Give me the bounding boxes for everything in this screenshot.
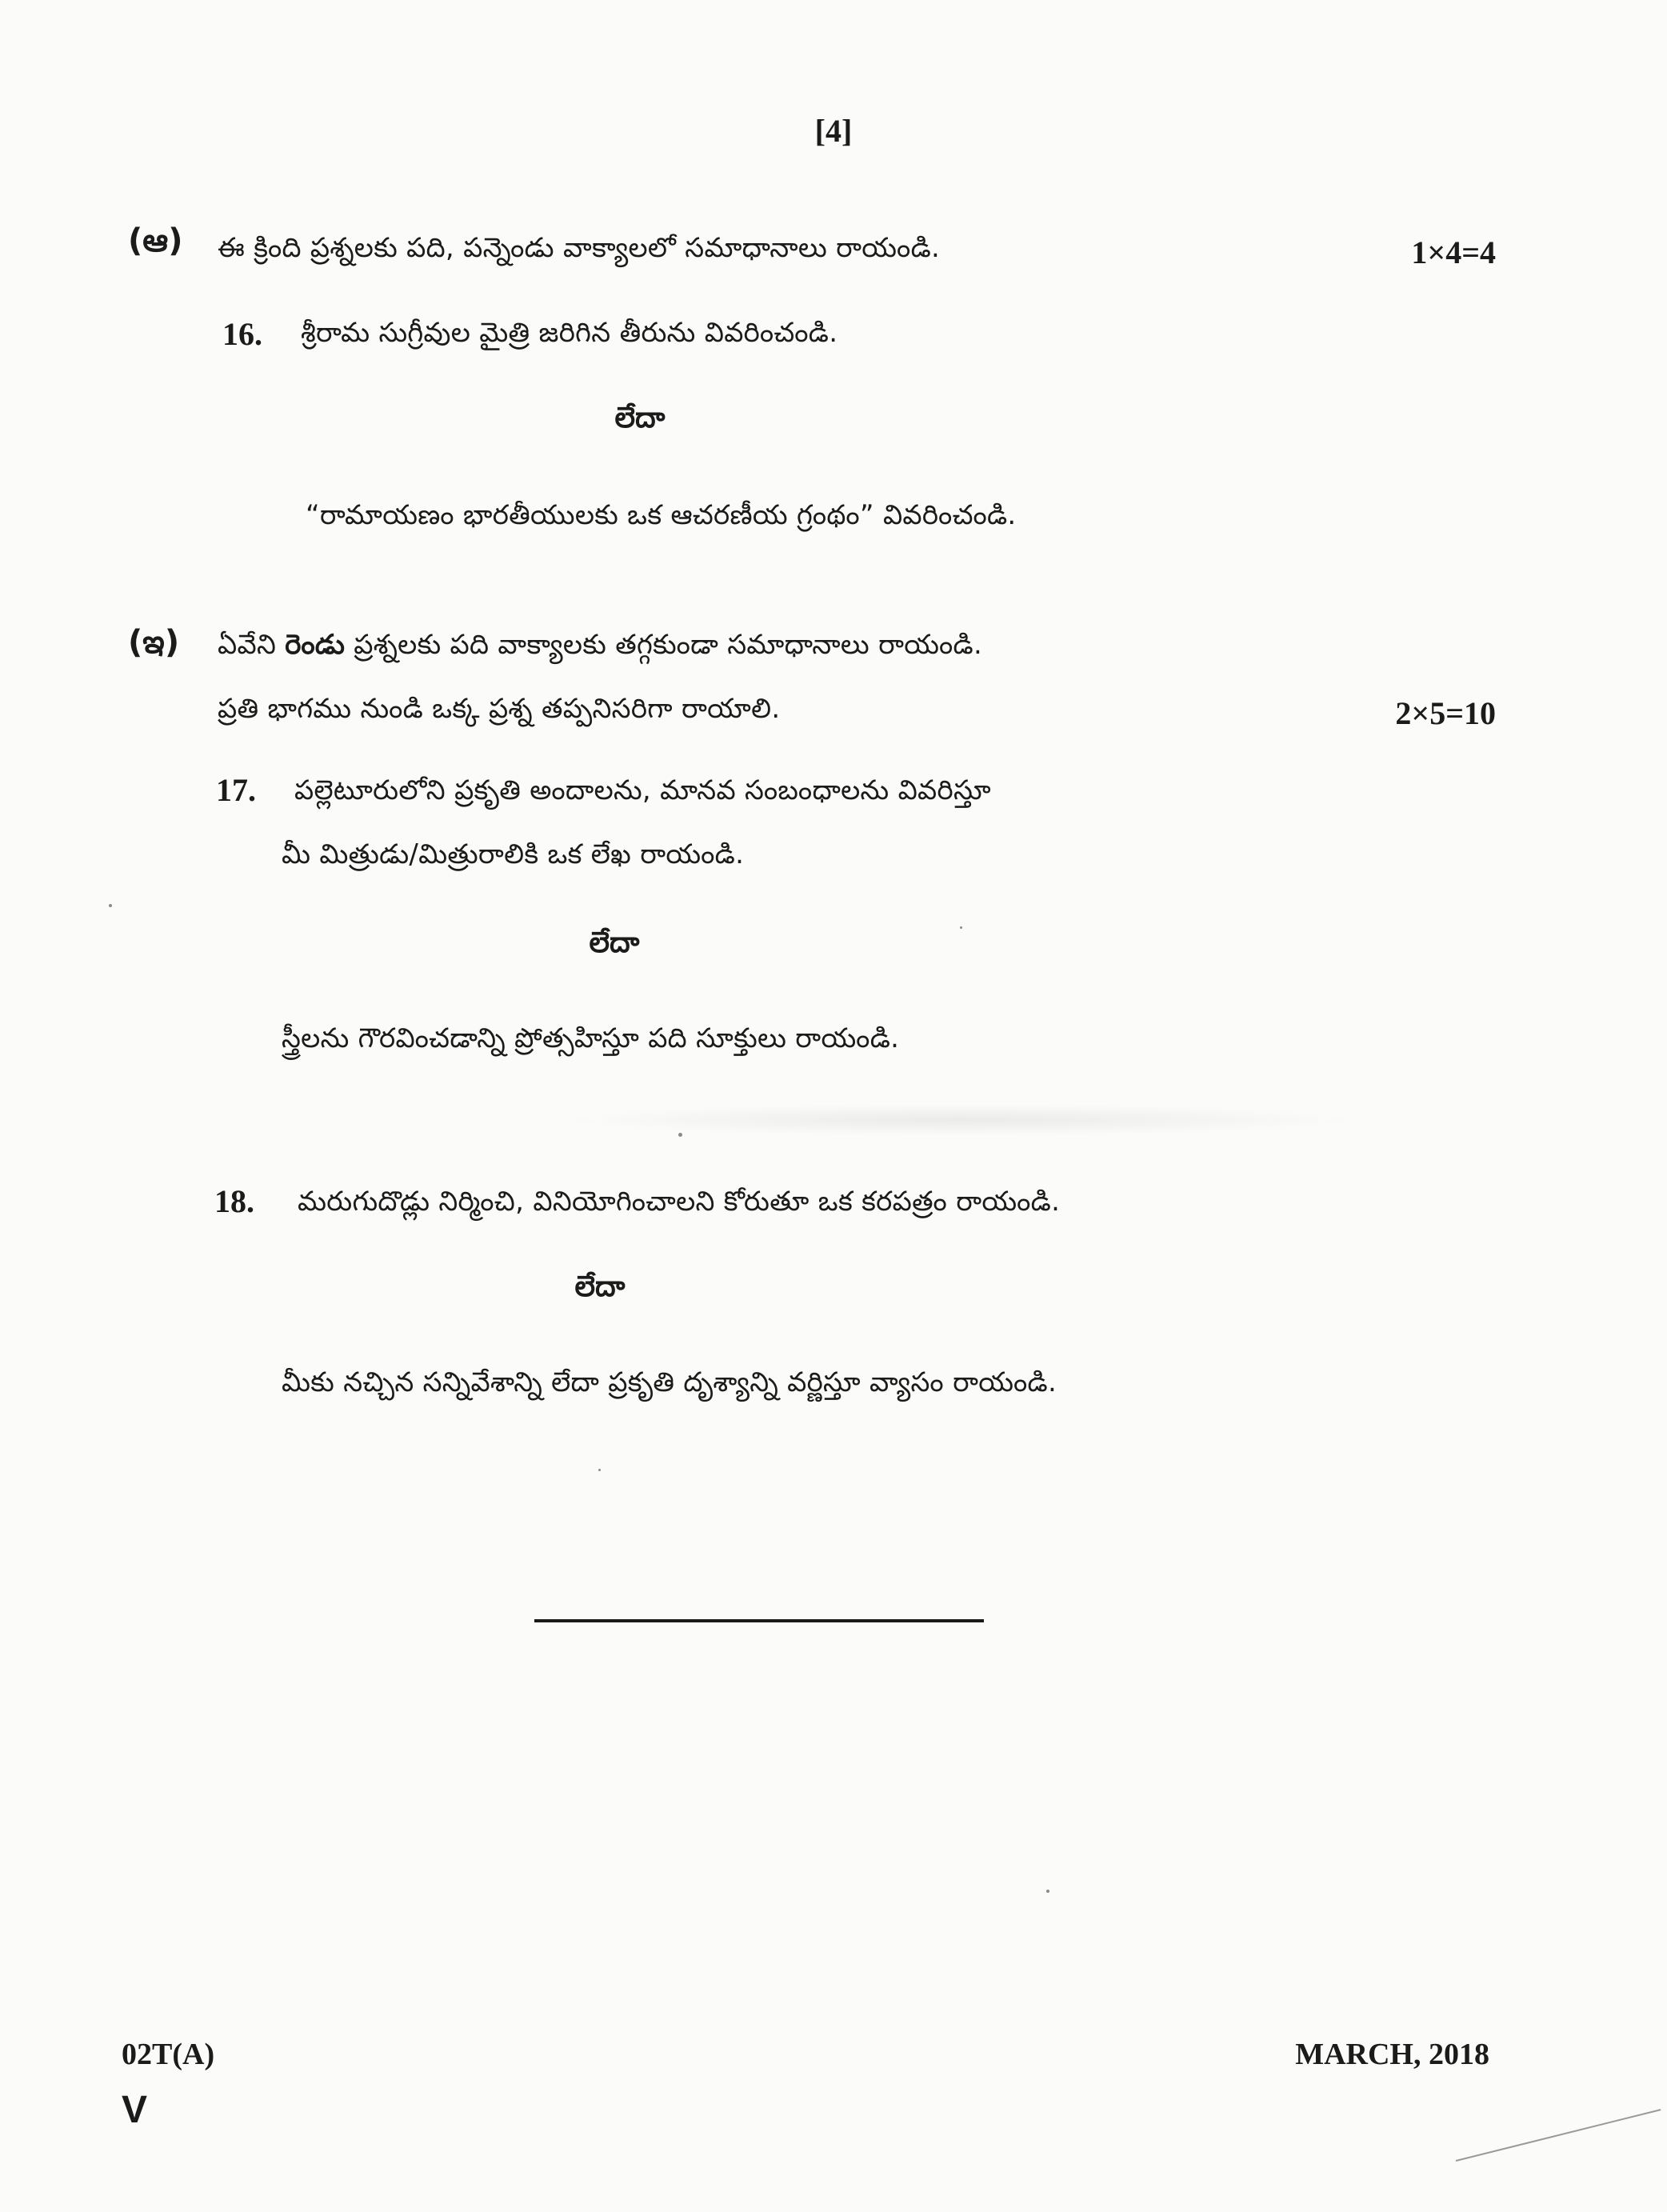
question-17-text-line2: మీ మిత్రుడు/మిత్రురాలికి ఒక లేఖ రాయండి. [282, 838, 745, 870]
question-18-or-label: లేదా [574, 1270, 626, 1303]
question-16-alt-text: “రామాయణం భారతీయులకు ఒక ఆచరణీయ గ్రంథం” వివరించండి. [306, 499, 1017, 531]
section-aa-instruction: ఈ క్రింది ప్రశ్నలకు పది, పన్నెండు వాక్యాలలో సమాధానాలు రాయండి. [218, 232, 941, 264]
footer-version: V [122, 2089, 148, 2131]
section-e-instruction-line2: ప్రతి భాగము నుండి ఒక్క ప్రశ్న తప్పనిసరిగా రాయాలి. [218, 693, 781, 725]
section-e-instruction-post: ప్రశ్నలకు పది వాక్యాలకు తగ్గకుండా సమాధానాలు రాయండి. [345, 629, 983, 661]
scan-smudge [560, 1104, 1360, 1136]
section-e-marker: (ఇ) [128, 624, 180, 661]
section-e-instruction-pre: ఏవేని [218, 629, 286, 661]
section-aa-marker: (ఆ) [128, 222, 183, 259]
question-16-text: శ్రీరామ సుగ్రీవుల మైత్రి జరిగిన తీరును వివరించండి. [301, 317, 838, 349]
scan-speck [960, 926, 962, 929]
scan-speck [109, 904, 112, 907]
scan-speck [598, 1469, 601, 1471]
end-of-paper-rule [534, 1619, 984, 1622]
page-number: [4] [814, 113, 853, 149]
section-e-marks: 2×5=10 [1395, 695, 1496, 731]
section-e-instruction-bold: రెండు [285, 629, 346, 661]
scan-speck [1046, 1890, 1049, 1893]
section-e-instruction [218, 629, 982, 667]
question-17-text-line1: పల్లెటూరులోని ప్రకృతి అందాలను, మానవ సంబంధాలను వివరిస్తూ [294, 774, 991, 806]
question-17-alt-text: స్త్రీలను గౌరవించడాన్ని ప్రోత్సహిస్తూ పది సూక్తులు రాయండి. [282, 1022, 900, 1054]
section-aa-marks: 1×4=4 [1411, 234, 1496, 270]
question-18-alt-text: మీకు నచ్చిన సన్నివేశాన్ని లేదా ప్రకృతి దృశ్యాన్ని వర్ణిస్తూ వ్యాసం రాయండి. [282, 1366, 1057, 1398]
footer-exam-date: MARCH, 2018 [1295, 2038, 1489, 2071]
question-18-text: మరుగుదొడ్లు నిర్మించి, వినియోగించాలని కోరుతూ ఒక కరపత్రం రాయండి. [298, 1186, 1061, 1218]
question-16-or-label: లేదా [614, 402, 666, 434]
question-16-number: 16. [222, 316, 262, 352]
question-17-number: 17. [216, 772, 256, 808]
question-18-number: 18. [214, 1183, 254, 1219]
scan-speck [678, 1133, 682, 1137]
question-17-or-label: లేదా [589, 926, 640, 959]
footer-paper-code: 02T(A) [122, 2038, 215, 2071]
scan-scratch [1456, 2109, 1661, 2162]
